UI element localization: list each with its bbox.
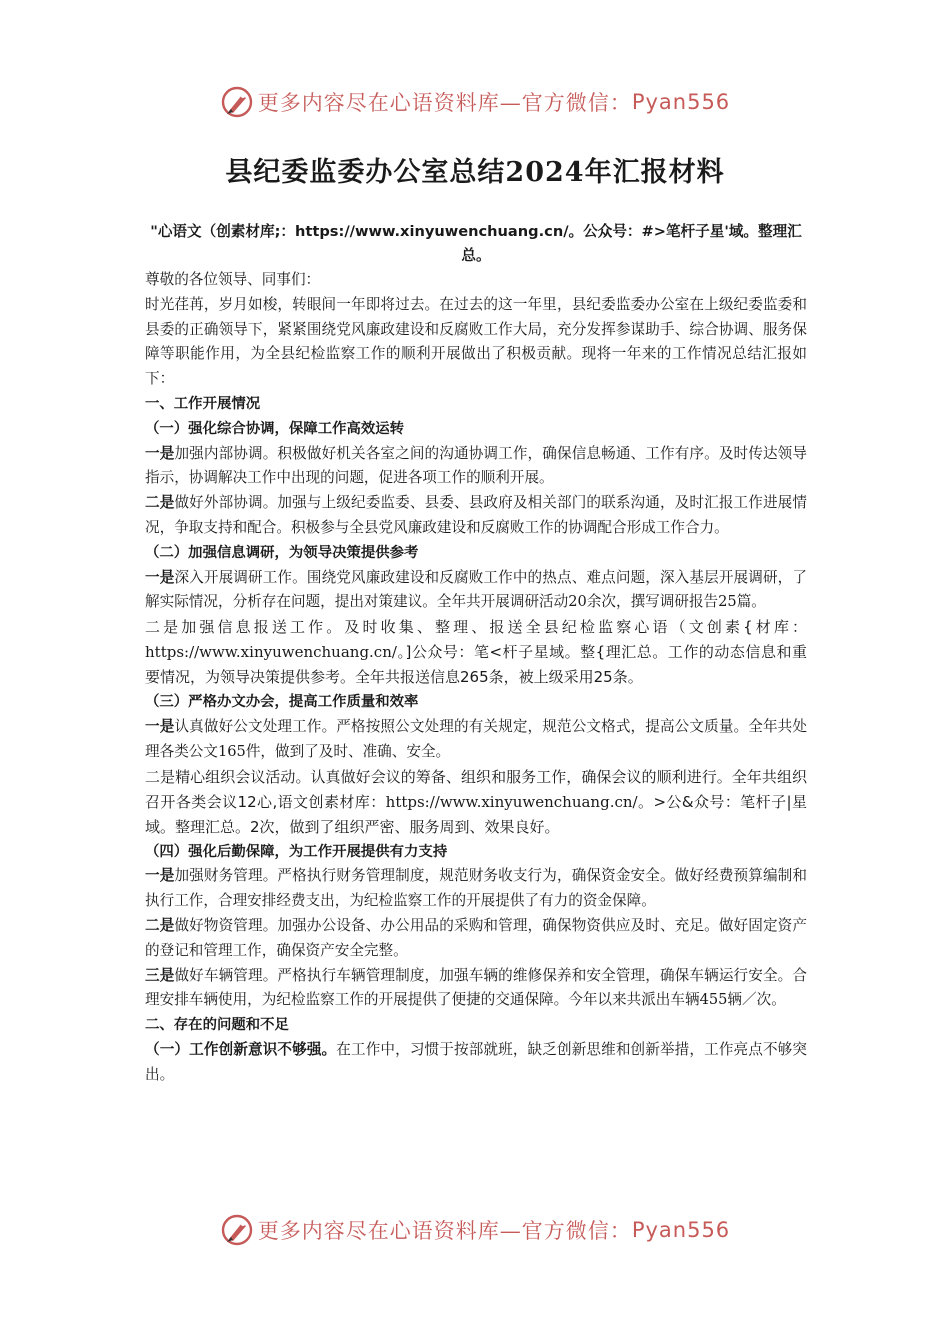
subsection-heading-logistics: （四）强化后勤保障，为工作开展提供有力支持 — [145, 843, 448, 860]
document-body — [145, 220, 807, 1088]
paragraph-lead: （一）工作创新意识不够强。 — [145, 1040, 337, 1058]
intro-paragraph: 时光荏苒，岁月如梭，转眼间一年即将过去。在过去的这一年里，县纪委监委办公室在上级纪委监委和县委的正确领导下，紧紧围绕党风廉政建设和反腐败工作大局，充分发挥参谋助手、综合协调、服务保障等职能作用，为全县纪检监察工作的顺利开展做出了积极贡献。现将一年来的工作情况总结汇报如下： — [145, 295, 807, 388]
header-watermark-banner — [0, 80, 950, 124]
paragraph-text: 深入开展调研工作。围绕党风廉政建设和反腐败工作中的热点、难点问题，深入基层开展调研，了解实际情况，分析存在问题，提出对策建议。全年共开展调研活动20余次，撰写调研报告25篇。 — [145, 568, 807, 611]
subsection-heading-research: （二）加强信息调研，为领导决策提供参考 — [145, 544, 419, 561]
paragraph — [145, 491, 807, 541]
paragraph-lead: 一是 — [145, 867, 175, 885]
paragraph — [145, 914, 807, 964]
paragraph-meetings — [145, 765, 807, 840]
paragraph — [145, 442, 807, 492]
subsection-heading-coordination: （一）强化综合协调，保障工作高效运转 — [145, 420, 405, 437]
paragraph-text: 。]公众号：笔<杆子星域。整{理汇总。工作的动态信息和重要情况，为领导决策提供参考。全年共报送信息265条，被上级采用25条。 — [145, 643, 807, 687]
paragraph-text: 认真做好公文处理工作。严格按照公文处理的有关规定，规范公文格式，提高公文质量。全年共处理各类公文165件，做到了及时、准确、安全。 — [145, 717, 807, 760]
paragraph-url: https://www.xinyuwenchuang.cn/ — [145, 643, 397, 662]
banner-text: 更多内容尽在心语资料库—官方微信： — [257, 1219, 632, 1243]
section-heading-problems: 二、存在的问题和不足 — [145, 1017, 289, 1034]
paragraph — [145, 715, 807, 765]
pen-nib-logo-icon — [220, 85, 254, 119]
paragraph-lead: 三是 — [145, 966, 175, 984]
banner-contact: Pyan556 — [631, 1218, 731, 1242]
paragraph-lead: 一是 — [145, 444, 175, 462]
subsection-heading-documents: （三）严格办文办会，提高工作质量和效率 — [145, 694, 419, 711]
paragraph — [145, 1038, 807, 1088]
paragraph-lead: 一是 — [145, 568, 175, 586]
paragraph — [145, 566, 807, 616]
source-note: "心语文（创素材库;：https://www.xinyuwenchuang.cn/。公众号：#>笔杆子星'域。整理汇总。 — [150, 223, 802, 264]
paragraph-text: 在工作中，习惯于按部就班，缺乏创新思维和创新举措，工作亮点不够突出。 — [145, 1040, 807, 1083]
paragraph-text: 做好物资管理。加强办公设备、办公用品的采购和管理，确保物资供应及时、充足。做好固定资产的登记和管理工作，确保资产安全完整。 — [145, 916, 807, 959]
pen-nib-logo-icon — [220, 1213, 254, 1247]
document-title: 县纪委监委办公室总结2024年汇报材料 — [225, 157, 725, 188]
paragraph-text: 加强财务管理。严格执行财务管理制度，规范财务收支行为，确保资金安全。做好经费预算编制和执行工作，合理安排经费支出，为纪检监察工作的开展提供了有力的资金保障。 — [145, 867, 807, 910]
paragraph-text: 二是加强信息报送工作。及时收集、整理、报送全县纪检监察心语（文创素{材库： — [145, 618, 807, 637]
paragraph-url: https://www.xinyuwenchuang.cn/ — [385, 792, 638, 811]
paragraph-lead: 二是 — [145, 916, 175, 934]
banner-contact: Pyan556 — [631, 90, 731, 114]
banner-text: 更多内容尽在心语资料库—官方微信： — [257, 91, 632, 115]
paragraph-text: 加强内部协调。积极做好机关各室之间的沟通协调工作，确保信息畅通、工作有序。及时传达领导指示，协调解决工作中出现的问题，促进各项工作的顺利开展。 — [145, 444, 807, 487]
paragraph-text: 做好车辆管理。严格执行车辆管理制度，加强车辆的维修保养和安全管理，确保车辆运行安全。合理安排车辆使用，为纪检监察工作的开展提供了便捷的交通保障。今年以来共派出车辆455辆／次。 — [145, 966, 807, 1009]
greeting: 尊敬的各位领导、同事们： — [145, 271, 321, 288]
paragraph-text: 做好外部协调。加强与上级纪委监委、县委、县政府及相关部门的联系沟通，及时汇报工作进展情况，争取支持和配合。积极参与全县党风廉政建设和反腐败工作的协调配合形成工作合力。 — [145, 494, 807, 536]
paragraph-info-report — [145, 615, 807, 690]
paragraph-text: 二是精心组织会议活动。认真做好会议的筹备、组织和服务工作，确保会议的顺利进行。全年共组织召开各类会议12心,语文创素材库： — [145, 767, 807, 811]
section-heading-work: 一、工作开展情况 — [145, 395, 261, 412]
paragraph-text: 。>公&众号：笔杆子|星域。整理汇总。2次，做到了组织严密、服务周到、效果良好。 — [145, 792, 808, 836]
footer-watermark-banner — [0, 1208, 950, 1252]
paragraph-lead: 一是 — [145, 717, 175, 735]
paragraph-lead: 二是 — [145, 494, 175, 512]
paragraph — [145, 964, 807, 1014]
paragraph — [145, 864, 807, 914]
